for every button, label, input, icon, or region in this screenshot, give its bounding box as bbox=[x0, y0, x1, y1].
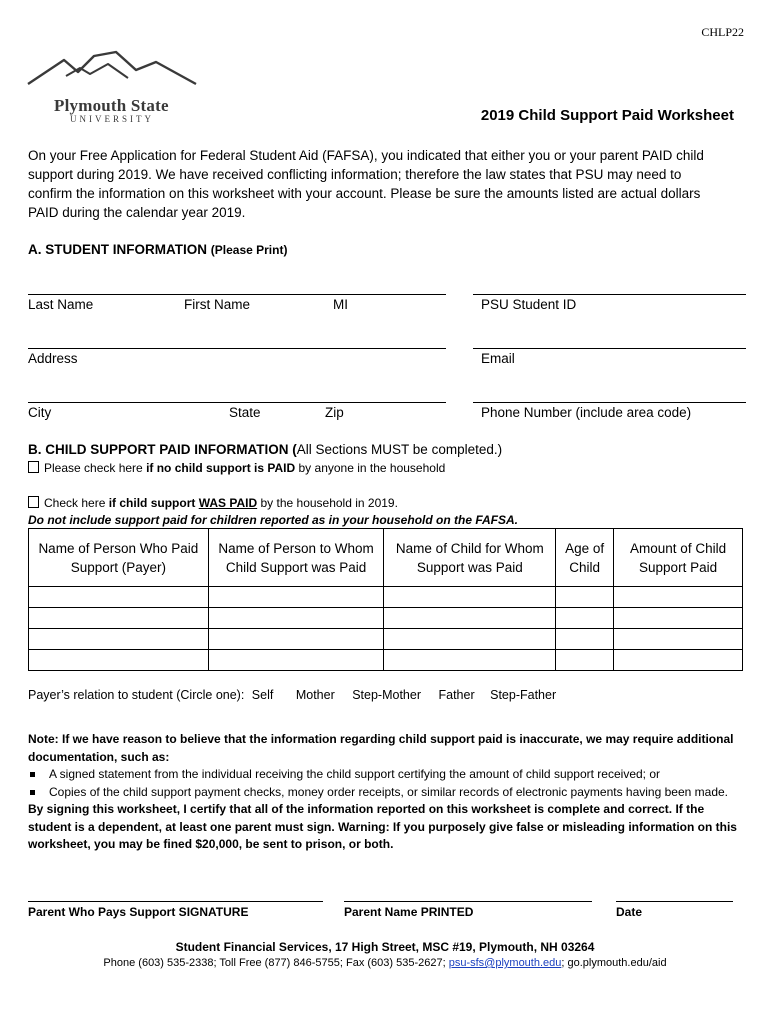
section-a-heading bbox=[28, 242, 287, 257]
table-cell[interactable] bbox=[384, 629, 556, 650]
student-id-label: PSU Student ID bbox=[481, 297, 577, 312]
was-paid-text-post: by the household in 2019. bbox=[257, 496, 398, 510]
col-amount: Amount of Child Support Paid bbox=[614, 529, 743, 587]
instruction-text: Do not include support paid for children reported as in your household on the FAFSA. bbox=[28, 513, 519, 527]
intro-paragraph: On your Free Application for Federal Student Aid (FAFSA), you indicated that either you or your parent PAID child support during 2019. We have received conflicting information; therefore the law states that PSU may need to confirm the information on this worksheet with your account. Please be sure the amounts listed are actual dollars PAID during the calendar year 2019. bbox=[28, 148, 704, 220]
relation-option-father[interactable]: Father bbox=[438, 688, 475, 702]
was-paid-text-bold: if child support bbox=[108, 496, 199, 510]
footer-address: Student Financial Services, 17 High Street, MSC #19, Plymouth, NH 03264 bbox=[175, 940, 595, 954]
address-line[interactable] bbox=[28, 348, 446, 349]
col-payer: Name of Person Who Paid Support (Payer) bbox=[29, 529, 209, 587]
table-cell[interactable] bbox=[556, 650, 614, 671]
note-bullet bbox=[28, 766, 748, 784]
no-support-text-post: by anyone in the household bbox=[295, 461, 446, 475]
note-block bbox=[28, 731, 748, 854]
name-line[interactable] bbox=[28, 294, 446, 295]
section-b-title: B. CHILD SUPPORT PAID INFORMATION bbox=[28, 442, 289, 457]
no-support-text-pre: Please check here bbox=[44, 461, 147, 475]
note-intro: Note: If we have reason to believe that the information regarding child support paid is inaccurate, we may require additional documentation, such as: bbox=[28, 732, 734, 764]
printed-name-line[interactable] bbox=[344, 901, 592, 902]
was-paid-text-underline: WAS PAID bbox=[198, 496, 258, 510]
signature-label: Parent Who Pays Support SIGNATURE bbox=[28, 905, 249, 919]
col-payee: Name of Person to Whom Child Support was Paid bbox=[208, 529, 384, 587]
email-link[interactable]: psu-sfs@plymouth.edu bbox=[448, 957, 562, 969]
table-cell[interactable] bbox=[384, 587, 556, 608]
was-paid-checkbox-row[interactable] bbox=[28, 496, 398, 510]
last-name-label: Last Name bbox=[28, 297, 94, 312]
table-cell[interactable] bbox=[614, 629, 743, 650]
signature-line[interactable] bbox=[28, 901, 323, 902]
date-label: Date bbox=[616, 905, 643, 919]
col-child-age: Age of Child bbox=[556, 529, 614, 587]
section-b-heading bbox=[28, 442, 502, 457]
date-line[interactable] bbox=[616, 901, 733, 902]
table-cell[interactable] bbox=[614, 608, 743, 629]
mi-label: MI bbox=[333, 297, 348, 312]
logo-university: UNIVERSITY bbox=[70, 114, 154, 124]
table-cell[interactable] bbox=[29, 629, 209, 650]
page-title: 2019 Child Support Paid Worksheet bbox=[480, 107, 734, 124]
child-support-table bbox=[28, 528, 743, 671]
table-cell[interactable] bbox=[384, 608, 556, 629]
relation-option-step-father[interactable]: Step-Father bbox=[490, 688, 557, 702]
table-cell[interactable] bbox=[556, 587, 614, 608]
certify-statement: By signing this worksheet, I certify that all of the information reported on this worksheet is complete and correct. If the student is a dependent, at least one parent must sign. Warning: If you purposely give false or misleading information on this worksheet, you may be fined $20,000, be sent to prison, or both. bbox=[28, 802, 737, 851]
was-paid-text-pre: Check here bbox=[44, 496, 109, 510]
bullet-square-icon bbox=[30, 772, 35, 777]
table-cell[interactable] bbox=[29, 587, 209, 608]
table-cell[interactable] bbox=[384, 650, 556, 671]
state-label: State bbox=[229, 405, 261, 420]
relation-label: Payer’s relation to student (Circle one): bbox=[28, 688, 245, 702]
no-support-checkbox[interactable] bbox=[28, 461, 39, 473]
email-line[interactable] bbox=[473, 348, 746, 349]
note-bullet-text: Copies of the child support payment checks, money order receipts, or similar records of electronic payments having been made. bbox=[49, 784, 728, 799]
first-name-label: First Name bbox=[184, 297, 251, 312]
student-id-line[interactable] bbox=[473, 294, 746, 295]
table-cell[interactable] bbox=[614, 650, 743, 671]
no-support-checkbox-row[interactable] bbox=[28, 461, 445, 475]
was-paid-checkbox[interactable] bbox=[28, 496, 39, 508]
section-a-note: (Please Print) bbox=[210, 243, 288, 257]
printed-name-label: Parent Name PRINTED bbox=[344, 905, 474, 919]
no-support-text-bold: if no child support is PAID bbox=[146, 461, 296, 475]
table-row[interactable] bbox=[29, 587, 743, 608]
table-cell[interactable] bbox=[29, 650, 209, 671]
zip-label: Zip bbox=[325, 405, 344, 420]
table-cell[interactable] bbox=[208, 629, 384, 650]
table-cell[interactable] bbox=[208, 608, 384, 629]
table-cell[interactable] bbox=[208, 587, 384, 608]
section-b-note: All Sections MUST be completed.) bbox=[296, 442, 503, 457]
relation-option-self[interactable]: Self bbox=[251, 688, 274, 702]
table-cell[interactable] bbox=[208, 650, 384, 671]
table-cell[interactable] bbox=[29, 608, 209, 629]
address-label: Address bbox=[28, 351, 78, 366]
note-bullet bbox=[28, 784, 748, 802]
form-code: CHLP22 bbox=[701, 25, 744, 39]
section-a-title: A. STUDENT INFORMATION bbox=[28, 242, 207, 257]
table-cell[interactable] bbox=[556, 608, 614, 629]
footer-contact-pre: Phone (603) 535-2338; Toll Free (877) 846-5755; Fax (603) 535-2627; bbox=[103, 957, 449, 969]
city-line[interactable] bbox=[28, 402, 446, 403]
table-row[interactable] bbox=[29, 650, 743, 671]
section-b-paren: ( bbox=[292, 442, 297, 457]
phone-line[interactable] bbox=[473, 402, 746, 403]
relation-option-mother[interactable]: Mother bbox=[295, 688, 335, 702]
table-row[interactable] bbox=[29, 608, 743, 629]
table-row[interactable] bbox=[29, 629, 743, 650]
footer-contact-post: ; go.plymouth.edu/aid bbox=[561, 957, 667, 969]
footer-contact bbox=[0, 957, 770, 969]
table-header-row bbox=[29, 529, 743, 587]
table-cell[interactable] bbox=[556, 629, 614, 650]
table-cell[interactable] bbox=[614, 587, 743, 608]
logo-name: Plymouth State bbox=[54, 96, 169, 115]
note-bullet-text: A signed statement from the individual receiving the child support certifying the amount of child support received; or bbox=[49, 767, 660, 781]
payer-relation bbox=[28, 688, 556, 702]
relation-option-step-mother[interactable]: Step-Mother bbox=[352, 688, 421, 702]
phone-label: Phone Number (include area code) bbox=[481, 405, 692, 420]
email-label: Email bbox=[481, 351, 515, 366]
bullet-square-icon bbox=[30, 790, 35, 795]
city-label: City bbox=[28, 405, 52, 420]
col-child-name: Name of Child for Whom Support was Paid bbox=[384, 529, 556, 587]
